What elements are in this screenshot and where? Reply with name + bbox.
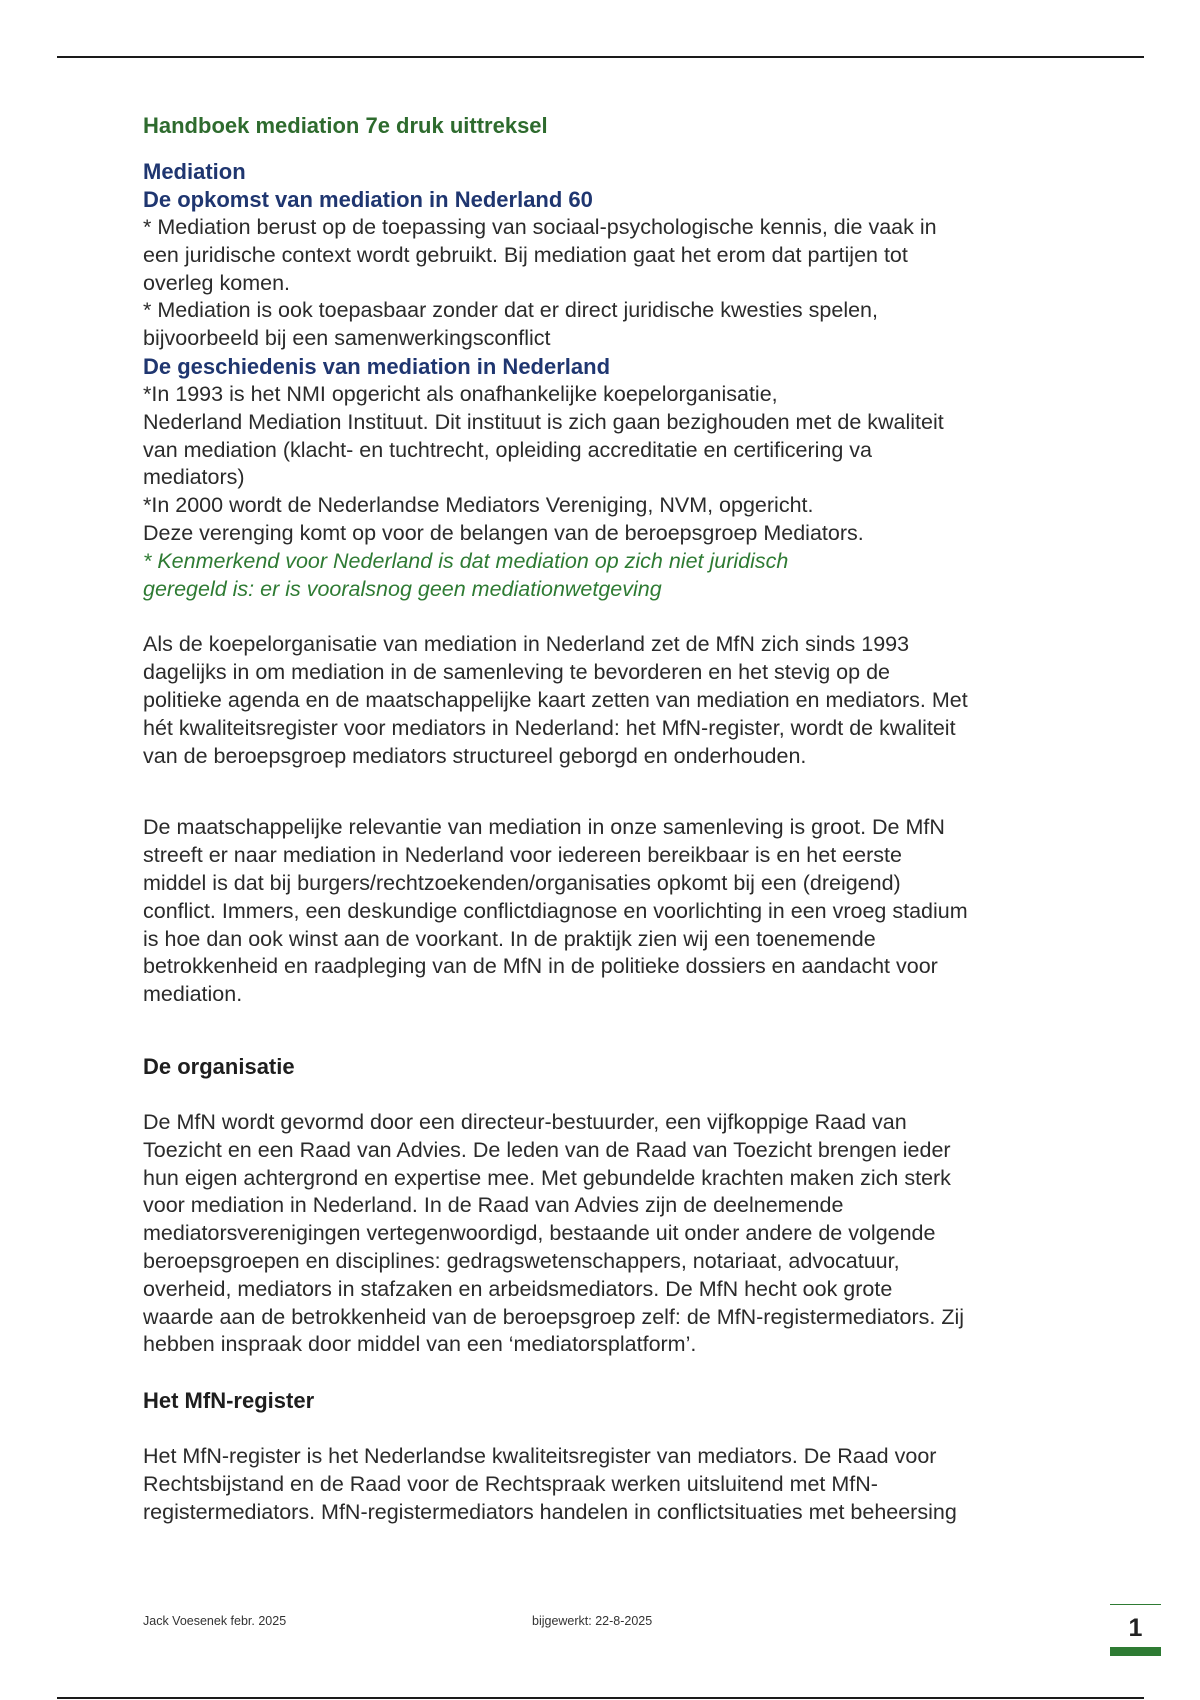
paragraph-line: hun eigen achtergrond en expertise mee. Met gebundelde krachten maken zich sterk (143, 1165, 951, 1190)
paragraph-line: betrokkenheid en raadpleging van de MfN in de politieke dossiers en aandacht voor (143, 954, 938, 979)
paragraph-line: middel is dat bij burgers/rechtzoekenden/organisaties opkomt bij een (dreigend) (143, 870, 901, 895)
page-number: 1 (1128, 1614, 1143, 1642)
document-body (143, 112, 1083, 1526)
paragraph-line: politieke agenda en de maatschappelijke kaart zetten van mediation en mediators. Met (143, 687, 968, 712)
body-line: overleg komen. (143, 270, 290, 295)
page-number-top-line (1110, 1604, 1161, 1605)
paragraph-line: waarde aan de betrokkenheid van de beroepsgroep zelf: de MfN-registermediators. Zij (143, 1304, 965, 1329)
paragraph-line: hét kwaliteitsregister voor mediators in Nederland: het MfN-register, wordt de kwaliteit (143, 715, 956, 740)
paragraph-line: Toezicht en een Raad van Advies. De leden van de Raad van Toezicht brengen ieder (143, 1137, 951, 1162)
paragraph-line: dagelijks in om mediation in de samenleving te bevorderen en het stevig op de (143, 660, 890, 685)
paragraph-line: hebben inspraak door middel van een ‘mediatorsplatform’. (143, 1332, 697, 1357)
body-line: een juridische context wordt gebruikt. Bij mediation gaat het erom dat partijen tot (143, 242, 908, 267)
paragraph-line: Het MfN-register is het Nederlandse kwaliteitsregister van mediators. De Raad voor (143, 1444, 937, 1469)
paragraph-line: Als de koepelorganisatie van mediation in Nederland zet de MfN zich sinds 1993 (143, 632, 910, 657)
body-line: * Mediation is ook toepasbaar zonder dat er direct juridische kwesties spelen, (143, 298, 878, 323)
page-number-block (1110, 1604, 1161, 1656)
body-line: van mediation (klacht- en tuchtrecht, opleiding accreditatie en certificering va (143, 437, 872, 462)
paragraph-line: conflict. Immers, een deskundige conflictdiagnose en voorlichting in een vroeg stadium (143, 898, 968, 923)
body-line: mediators) (143, 465, 245, 490)
document-title: Handboek mediation 7e druk uittreksel (143, 113, 548, 138)
body-line: *In 1993 is het NMI opgericht als onafhankelijke koepelorganisatie, (143, 381, 778, 406)
body-line: Nederland Mediation Instituut. Dit instituut is zich gaan bezighouden met de kwaliteit (143, 409, 944, 434)
highlight-line: geregeld is: er is vooralsnog geen mediationwetgeving (143, 576, 662, 601)
paragraph-line: streeft er naar mediation in Nederland voor iedereen bereikbaar is en het eerste (143, 843, 902, 868)
paragraph-line: beroepsgroepen en disciplines: gedragswetenschappers, notariaat, advocatuur, (143, 1248, 900, 1273)
section-heading-mediation: Mediation (143, 159, 246, 184)
paragraph-line: registermediators. MfN-registermediators handelen in conflictsituaties met beheersing (143, 1499, 957, 1524)
body-line: bijvoorbeeld bij een samenwerkingsconflict (143, 326, 551, 351)
paragraph-line: van de beroepsgroep mediators structureel geborgd en onderhouden. (143, 743, 807, 768)
paragraph-line: overheid, mediators in stafzaken en arbeidsmediators. De MfN hecht ook grote (143, 1276, 893, 1301)
paragraph-line: Rechtsbijstand en de Raad voor de Rechtspraak werken uitsluitend met MfN- (143, 1471, 878, 1496)
paragraph-line: De MfN wordt gevormd door een directeur-bestuurder, een vijfkoppige Raad van (143, 1109, 907, 1134)
heading-mfn-register: Het MfN-register (143, 1388, 315, 1414)
body-line: * Mediation berust op de toepassing van sociaal-psychologische kennis, die vaak in (143, 215, 937, 239)
paragraph-line: mediation. (143, 982, 243, 1007)
heading-organisatie: De organisatie (143, 1053, 295, 1079)
footer-updated: bijgewerkt: 22-8-2025 (532, 1614, 653, 1628)
body-line: Deze verenging komt op voor de belangen van de beroepsgroep Mediators. (143, 520, 864, 545)
section-heading-geschiedenis: De geschiedenis van mediation in Nederland (143, 353, 611, 379)
body-line: *In 2000 wordt de Nederlandse Mediators Vereniging, NVM, opgericht. (143, 493, 814, 518)
bottom-rule (57, 1697, 1144, 1699)
section-subheading-opkomst: De opkomst van mediation in Nederland 60 (143, 187, 593, 212)
paragraph-line: voor mediation in Nederland. In de Raad van Advies zijn de deelnemende (143, 1193, 844, 1218)
footer-author: Jack Voesenek febr. 2025 (143, 1614, 287, 1628)
highlight-line: * Kenmerkend voor Nederland is dat mediation op zich niet juridisch (143, 548, 789, 573)
paragraph-line: mediatorsverenigingen vertegenwoordigd, bestaande uit onder andere de volgende (143, 1221, 936, 1246)
paragraph-line: De maatschappelijke relevantie van mediation in onze samenleving is groot. De MfN (143, 815, 945, 840)
paragraph-line: is hoe dan ook winst aan de voorkant. In de praktijk zien wij een toenemende (143, 926, 876, 951)
page-number-bar (1110, 1647, 1161, 1656)
top-rule (57, 56, 1144, 58)
